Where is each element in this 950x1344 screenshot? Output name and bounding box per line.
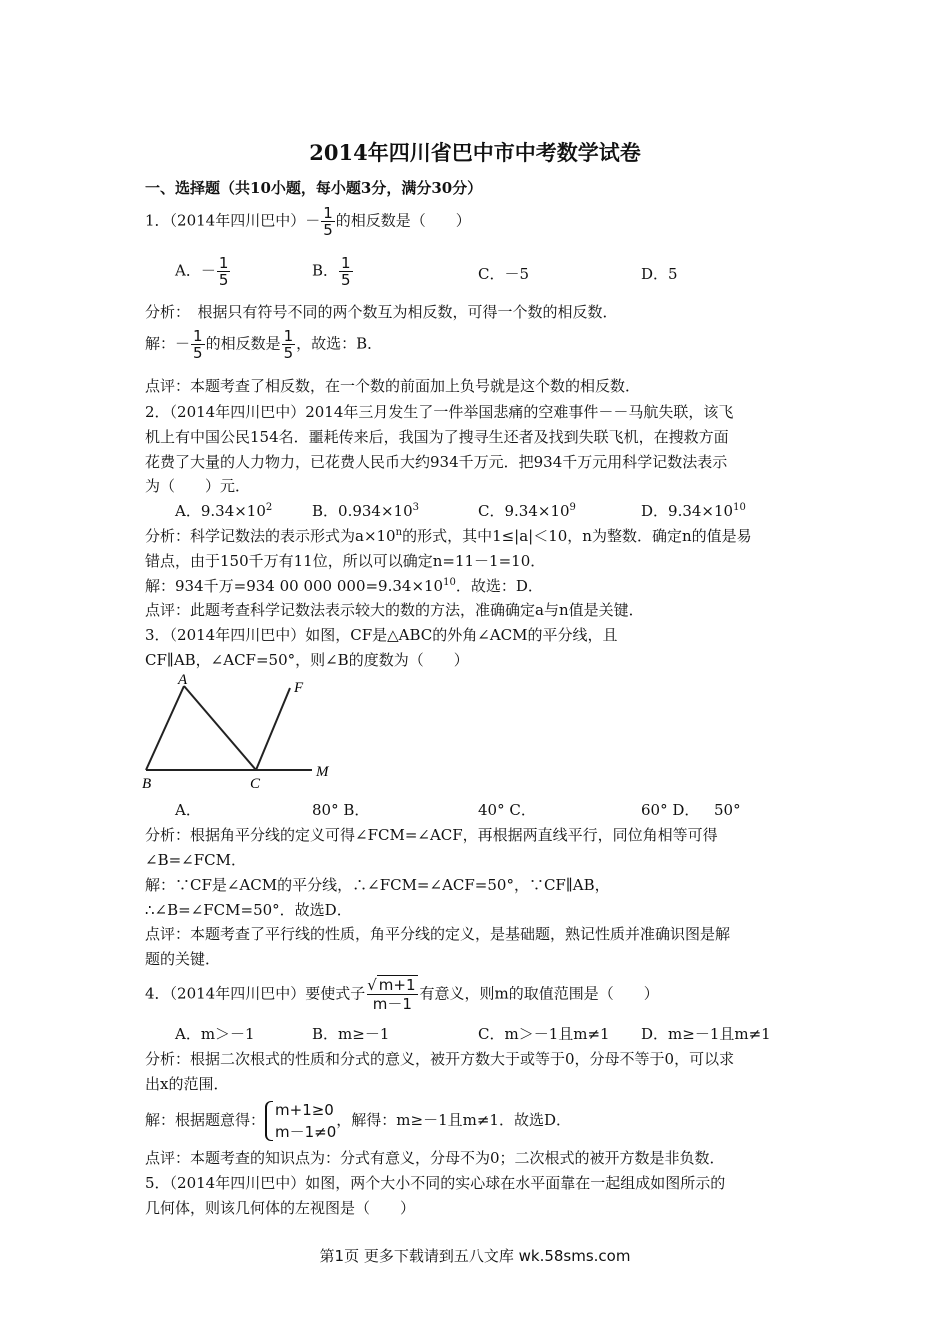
q2-line-4: 为（ ）元．: [145, 477, 251, 495]
q3-line-2: CF∥AB，∠ACF=50°，则∠B的度数为（ ）: [145, 651, 469, 669]
q3-option-a: A．: [175, 801, 201, 819]
q2-solution: 解：934千万=934 00 000 $000=9.34\times 10^{10}$．故选：D．: [145, 577, 543, 595]
label-c: C: [250, 776, 261, 792]
equation-system: m+1≥0 m－1≠0: [265, 1099, 336, 1143]
q1-option-c: C．－5: [478, 265, 530, 283]
label-m: M: [316, 764, 329, 780]
q2-line-3: 花费了大量的人力物力，已花费人民币大约934千万元．把934千万元用科学记数法表示: [145, 453, 728, 471]
q3-solution-2: ∴∠B=∠FCM=50°．故选D．: [145, 901, 352, 919]
q2-option-d: D．$9.34\times 10^{10}$: [641, 502, 746, 520]
q2-line-1: 2．（2014年四川巴中）2014年三月发生了一件举国悲痛的空难事件－－马航失联，该飞: [145, 403, 734, 421]
q1-option-d: D．5: [641, 265, 678, 283]
q3-analysis-1: 分析：根据角平分线的定义可得∠FCM=∠ACF，再根据两直线平行，同位角相等可得: [145, 826, 718, 844]
q2-option-a: A．$9.34\times 10^2$: [175, 502, 273, 520]
q3-option-d: 60° D．: [641, 801, 700, 819]
q4-option-a: A．m＞－1: [175, 1025, 255, 1043]
segment-ac: [184, 686, 256, 770]
label-a: A: [178, 672, 188, 688]
page-title: 2014年四川省巴中市中考数学试卷: [309, 140, 641, 165]
q4-stem: 4．（2014年四川巴中）要使式子 $\frac{√ m+1}{m-1}$ 有意义，则m的取值范围是（ ）: [145, 976, 659, 1013]
q4-option-d: D．m≥－1且m≠1: [641, 1025, 771, 1043]
q1-option-a: A．－ $\frac{1}{5}$: [175, 254, 229, 289]
radical-expression: $\frac{√ m+1}{m-1}$: [367, 976, 416, 1013]
q4-option-b: B．m≥－1: [312, 1025, 390, 1043]
q2-comment: 点评：此题考查科学记数法表示较大的数的方法，准确确定a与n值是关键．: [145, 601, 644, 619]
fraction: $\frac{1}{5}$: [323, 204, 333, 239]
q2-option-c: C．$9.34\times 10^9$: [478, 502, 576, 520]
q1-option-b: B． $\frac{1}{5}$: [312, 254, 351, 289]
q3-solution-1: 解：∵CF是∠ACM的平分线，∴∠FCM=∠ACF=50°，∵CF∥AB，: [145, 876, 610, 894]
q3-option-c: 40° C．: [478, 801, 536, 819]
q4-analysis-2: 出x的范围．: [145, 1075, 229, 1093]
page-footer: 第1页 更多下载请到五八文库 wk.58sms.com: [319, 1247, 631, 1265]
q1-solution: 解：－ $\frac{1}{5}$ 的相反数是 $\frac{1}{5}$ ，故选：B．: [145, 327, 383, 362]
question-1-stem: 1．（2014年四川巴中）－ $\frac{1}{5}$ 的相反数是（ ）: [145, 204, 471, 239]
triangle-figure: [140, 672, 350, 792]
segment-cf: [256, 688, 290, 770]
q3-comment-2: 题的关键．: [145, 950, 221, 968]
label-b: B: [142, 776, 152, 792]
q5-line-2: 几何体，则该几何体的左视图是（ ）: [145, 1199, 416, 1217]
q4-solution: 解：根据题意得： m+1≥0 m－1≠0 ，解得：m≥－1且m≠1．故选D．: [145, 1101, 571, 1141]
q2-line-2: 机上有中国公民154名．噩耗传来后，我国为了搜寻生还者及找到失联飞机，在搜救方面: [145, 428, 729, 446]
q4-analysis-1: 分析：根据二次根式的性质和分式的意义，被开方数大于或等于0，分母不等于0，可以求: [145, 1050, 735, 1068]
q3-option-b: 80° B．: [312, 801, 370, 819]
q3-analysis-2: ∠B=∠FCM．: [145, 851, 246, 869]
q2-analysis-2: 错点，由于150千万有11位，所以可以确定n=11－1=10．: [145, 552, 546, 570]
q3-option-d-value: 50°: [714, 801, 741, 819]
q1-analysis: 分析： 根据只有符号不同的两个数互为相反数，可得一个数的相反数．: [145, 303, 618, 321]
label-f: F: [294, 680, 304, 696]
q3-line-1: 3．（2014年四川巴中）如图，CF是△ABC的外角∠ACM的平分线，且: [145, 626, 618, 644]
q5-line-1: 5．（2014年四川巴中）如图，两个大小不同的实心球在水平面靠在一起组成如图所示的: [145, 1174, 726, 1192]
q2-option-b: B．$0.934\times 10^3$: [312, 502, 419, 520]
q2-analysis-1: 分析：科学记数法的表示形式为$a\times 10^n$的形式，其中1≤|a|＜10，n为整数．确定n的值是易: [145, 527, 752, 545]
q4-comment: 点评：本题考查的知识点为：分式有意义，分母不为0；二次根式的被开方数是非负数．: [145, 1149, 725, 1167]
section-heading: 一、选择题（共10小题，每小题3分，满分30分）: [145, 179, 483, 197]
segment-ab: [146, 686, 184, 770]
q4-option-c: C．m＞－1且m≠1: [478, 1025, 610, 1043]
q1-comment: 点评：本题考查了相反数，在一个数的前面加上负号就是这个数的相反数．: [145, 377, 641, 395]
q3-comment-1: 点评：本题考查了平行线的性质，角平分线的定义，是基础题，熟记性质并准确识图是解: [145, 925, 731, 943]
